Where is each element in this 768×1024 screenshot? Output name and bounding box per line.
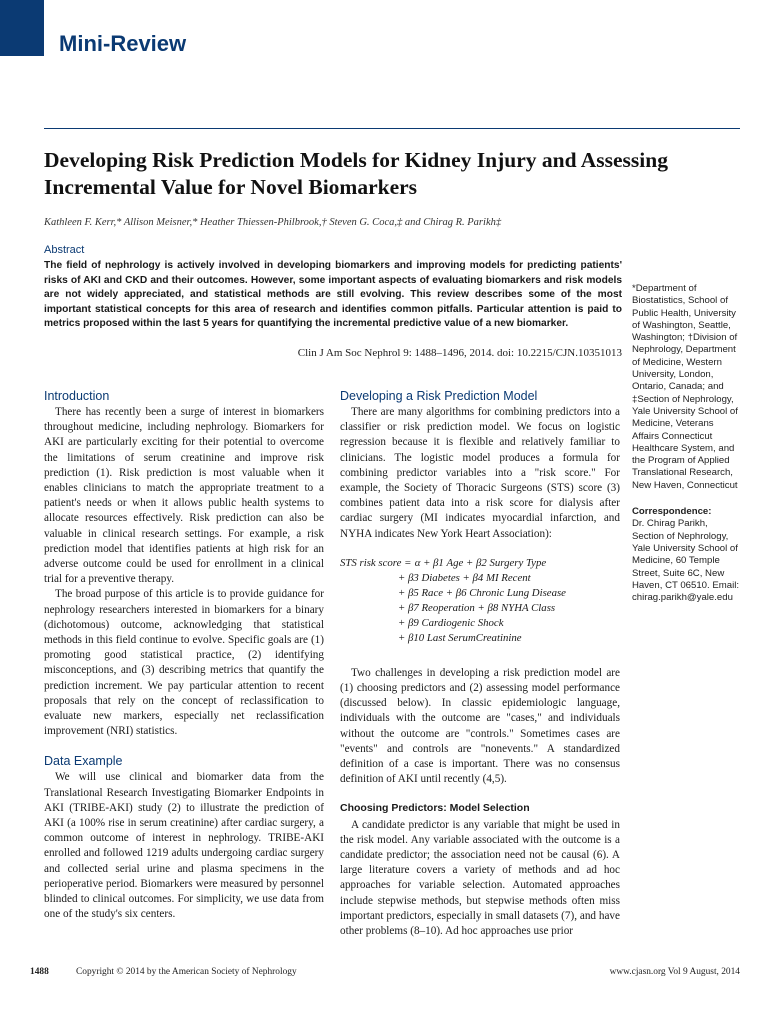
intro-paragraph-2: The broad purpose of this article is to provide guidance for nephrology researchers interested in biomarkers for a binary (dichotomous) outcome, acknowledging that statistical methods in this field continue to evolve. Specific goals are (1) promoting good statistical practice, (2) identifying misconceptions, and (3) describing metrics that quantify the prediction increment. We pay particular attention to recent proposals that rely on the concept of reclassification to evaluate new markers, especially net reclassification improvement (NRI) statistics. <box>44 588 324 738</box>
risk-model-paragraph-2: Two challenges in developing a risk prediction model are (1) choosing predictors and (2) assessing model performance (discussed below). In classic epidemiologic language, individuals with the outcome are "cases," and individuals without the outcome are "controls." Sometimes cases are "events" and controls are "nonevents." A standardized definition of a case is important. There was no consensus definition of AKI until recently (4,5). <box>340 666 620 786</box>
equation-line-3: + β5 Race + β6 Chronic Lung Disease <box>398 586 566 599</box>
intro-paragraph-1: There has recently been a surge of interest in biomarkers throughout medicine, including nephrology. Biomarkers for AKI are particularly exciting for their potential to overcome the limitations of serum creatinine and improve risk prediction (1). Risk prediction is most valuable when it enables clinicians to match the appropriate treatment to a patient's needs or when it allows public health systems to allocate resources effectively. Risk prediction can also be valuable in clinical research settings. For example, a risk prediction model that identifies patients at high risk for an adverse outcome could be used for enrollment in a clinical trial for a preventive therapy. <box>44 406 324 586</box>
equation-line-4: + β7 Reoperation + β8 NYHA Class <box>398 601 556 614</box>
risk-model-paragraph-1: There are many algorithms for combining predictors into a classifier or risk prediction model. We focus on logistic regression because it is flexible and relatively familiar to clinicians. The logistic model produces a formula for combining predictor variables into a "risk score." For example, the Society of Thoracic Surgeons (STS) score (3) combines patient data into a risk score for dialysis after cardiac surgery (MI indicates myocardial infarction, and NYHA indicates New York Heart Association): <box>340 406 620 540</box>
abstract-heading: Abstract <box>44 244 85 256</box>
left-column <box>44 388 324 923</box>
sts-equation <box>340 556 620 646</box>
copyright: Copyright © 2014 by the American Society of Nephrology <box>76 967 297 977</box>
header-rule <box>44 128 740 129</box>
equation-lhs: STS risk score = <box>340 556 412 569</box>
author-list: Kathleen F. Kerr,* Allison Meisner,* Heather Thiessen-Philbrook,† Steven G. Coca,‡ and Chirag R. Parikh‡ <box>44 217 502 228</box>
correspondence-heading: Correspondence: <box>632 506 712 518</box>
affiliations: *Department of Biostatistics, School of Public Health, University of Washington, Seattle, Washington; †Division of Nephrology, Department of Medicine, Western University, London, Ontario, Canada; and ‡Section of Nephrology, Yale University School of Medicine, Veterans Affairs Connecticut Healthcare System, and the Program of Applied Translational Research, New Haven, Connecticut <box>632 283 738 491</box>
risk-model-heading: Developing a Risk Prediction Model <box>340 389 538 403</box>
equation-line-1: α + β1 Age + β2 Surgery Type <box>414 556 547 569</box>
equation-line-2: + β3 Diabetes + β4 MI Recent <box>398 571 531 584</box>
middle-column <box>340 388 620 939</box>
data-example-heading: Data Example <box>44 754 123 769</box>
page-number: 1488 <box>30 967 49 977</box>
equation-line-6: + β10 Last SerumCreatinine <box>398 631 522 644</box>
section-label: Mini-Review <box>59 31 187 56</box>
article-title: Developing Risk Prediction Models for Kidney Injury and Assessing Incremental Value for Novel Biomarkers <box>44 148 668 199</box>
model-selection-paragraph: A candidate predictor is any variable that might be used in the risk model. Any variable associated with the outcome is a candidate predictor; the association need not be causal (6). A large literature covers a variety of methods and ad hoc approaches for variable selection. Automated approaches include stepwise methods, but stepwise methods often miss important predictors, especially in small datasets (7), and have other problems (8–10). Ad hoc approaches use prior <box>340 818 620 938</box>
data-example-paragraph: We will use clinical and biomarker data from the Translational Research Investigating Biomarker Endpoints in AKI (TRIBE-AKI) study (2) to illustrate the prediction of AKI (a 100% rise in serum creatinine) after cardiac surgery, a common outcome of interest in nephrology. TRIBE-AKI enrolled and followed 1219 adults undergoing cardiac surgery and collected serial urine and plasma specimens in the perioperative period. Biomarkers were measured by personnel blinded to clinical outcomes. For simplicity, we use data from one of the study's six centers. <box>44 771 324 921</box>
correspondence-text: Dr. Chirag Parikh, Section of Nephrology, Yale University School of Medicine, 60 Temple Street, Suite 6C, New Haven, CT 06510. Email: chirag.parikh@yale.edu <box>632 518 740 604</box>
abstract-text: The field of nephrology is actively involved in developing biomarkers and improving models for predicting patients' risks of AKI and CKD and their outcomes. However, some important aspects of evaluating biomarkers and risk models are not widely appreciated, and statistical methods are still evolving. This review describes some of the most important statistical concepts for this area of research and identifies common pitfalls. Particular attention is paid to metrics proposed within the last 5 years for quantifying the incremental predictive value of a new biomarker. <box>44 260 622 330</box>
equation-line-5: + β9 Cardiogenic Shock <box>398 616 504 629</box>
citation: Clin J Am Soc Nephrol 9: 1488–1496, 2014. doi: 10.2215/CJN.10351013 <box>297 347 622 359</box>
sidebar <box>632 283 742 604</box>
corner-block <box>0 0 44 56</box>
model-selection-heading: Choosing Predictors: Model Selection <box>340 802 530 815</box>
introduction-heading: Introduction <box>44 389 110 403</box>
journal-info: www.cjasn.org Vol 9 August, 2014 <box>609 967 740 977</box>
